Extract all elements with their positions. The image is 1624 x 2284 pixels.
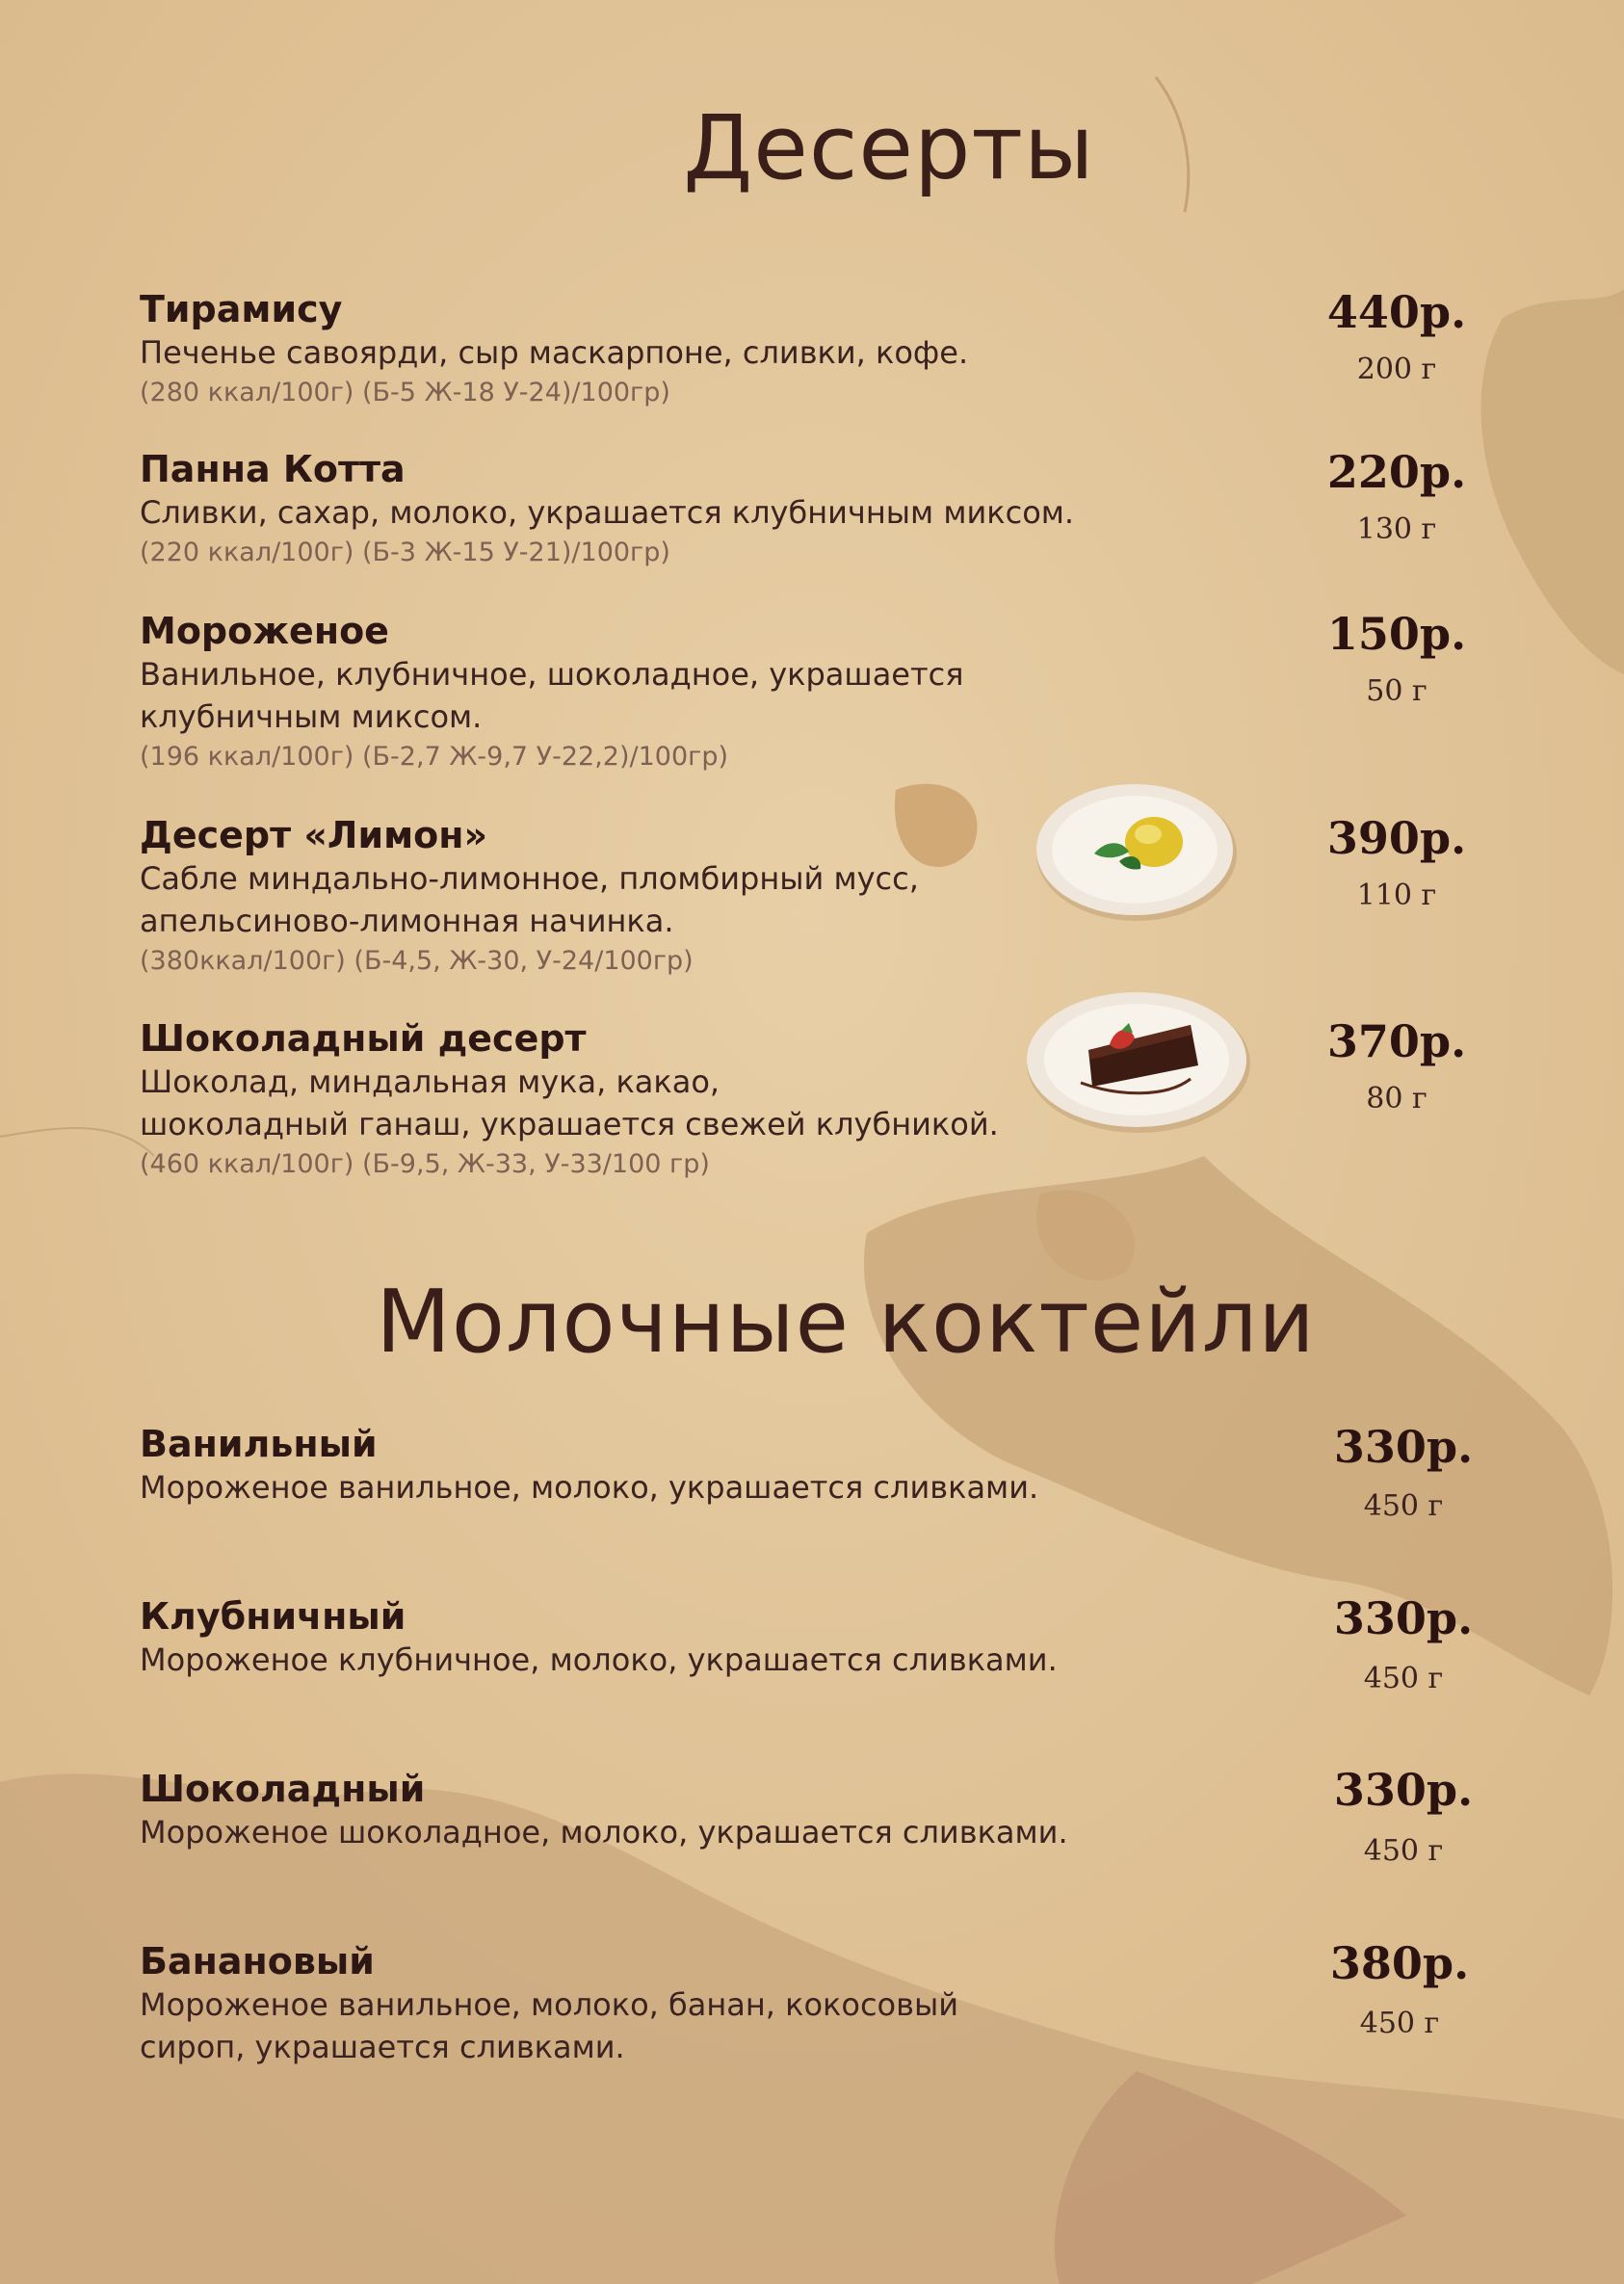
item-description-line: шоколадный ганаш, украшается свежей клубникой.: [140, 1106, 999, 1142]
item-name: Панна Котта: [140, 448, 406, 490]
menu-item-banana-shake: [140, 1939, 1103, 2068]
item-weight: 450 г: [1359, 2007, 1440, 2040]
menu-item-ice-cream: [140, 609, 1103, 776]
item-description-line: апельсиново-лимонная начинка.: [140, 903, 674, 939]
item-name: Десерт «Лимон»: [140, 814, 488, 856]
item-nutrition: (220 ккал/100г) (Б-3 Ж-15 У-21)/100гр): [140, 538, 670, 567]
item-price: 330р.: [1333, 1764, 1474, 1816]
chocolate-dessert-plate-icon: [1021, 983, 1254, 1137]
item-price: 380р.: [1329, 1937, 1470, 1989]
item-weight: 450 г: [1363, 1834, 1444, 1868]
item-name: Ванильный: [140, 1423, 378, 1465]
menu-item-vanilla-shake: [140, 1422, 1103, 1509]
menu-item-lemon-dessert: [140, 813, 1103, 981]
item-weight: 450 г: [1363, 1489, 1444, 1523]
item-name: Мороженое: [140, 610, 389, 652]
item-price: 330р.: [1333, 1592, 1474, 1644]
item-name: Банановый: [140, 1940, 375, 1982]
item-description: Сливки, сахар, молоко, украшается клубничным миксом.: [140, 494, 1075, 531]
item-name: Клубничный: [140, 1595, 406, 1638]
lemon-dessert-plate-icon: [1031, 778, 1243, 923]
item-description: Мороженое ванильное, молоко, украшается сливками.: [140, 1469, 1039, 1506]
item-description-line: Ванильное, клубничное, шоколадное, украшается: [140, 656, 964, 693]
item-name: Шоколадный: [140, 1768, 426, 1810]
item-weight: 50 г: [1366, 674, 1428, 708]
item-description: Мороженое клубничное, молоко, украшается сливками.: [140, 1641, 1058, 1678]
item-nutrition: (380ккал/100г) (Б-4,5, Ж-30, У-24/100гр): [140, 946, 694, 976]
item-nutrition: (460 ккал/100г) (Б-9,5, Ж-33, У-33/100 гр): [140, 1149, 710, 1179]
item-description: Мороженое шоколадное, молоко, украшается сливками.: [140, 1814, 1068, 1851]
item-description-line: Сабле миндально-лимонное, пломбирный мусс,: [140, 860, 919, 897]
item-description-line: Шоколад, миндальная мука, какао,: [140, 1063, 720, 1100]
item-name: Шоколадный десерт: [140, 1017, 587, 1060]
item-price: 330р.: [1333, 1421, 1474, 1473]
menu-item-strawberry-shake: [140, 1594, 1103, 1681]
item-weight: 450 г: [1363, 1662, 1444, 1695]
item-price: 440р.: [1326, 286, 1467, 338]
item-description-line: сироп, украшается сливками.: [140, 2029, 625, 2065]
item-price: 220р.: [1326, 446, 1467, 498]
menu-item-tiramisu: [140, 287, 1103, 412]
item-nutrition: (196 ккал/100г) (Б-2,7 Ж-9,7 У-22,2)/100гр): [140, 742, 729, 772]
item-price: 370р.: [1326, 1015, 1467, 1067]
milkshakes-section-title: Молочные коктейли: [376, 1272, 1316, 1373]
menu-item-chocolate-shake: [140, 1767, 1103, 1853]
item-nutrition: (280 ккал/100г) (Б-5 Ж-18 У-24)/100гр): [140, 378, 670, 407]
item-price: 150р.: [1326, 608, 1467, 660]
menu-item-chocolate-dessert: [140, 1016, 1103, 1184]
desserts-section-title: Десерты: [683, 96, 1095, 199]
item-description: Печенье савоярди, сыр маскарпоне, сливки, кофе.: [140, 334, 969, 371]
item-price: 390р.: [1326, 812, 1467, 864]
item-name: Тирамису: [140, 288, 343, 330]
item-weight: 130 г: [1356, 512, 1437, 546]
item-weight: 200 г: [1356, 353, 1437, 386]
item-weight: 110 г: [1356, 879, 1437, 912]
item-description-line: клубничным миксом.: [140, 698, 483, 735]
menu-item-panna-cotta: [140, 447, 1103, 572]
item-weight: 80 г: [1366, 1082, 1428, 1116]
item-description-line: Мороженое ванильное, молоко, банан, кокосовый: [140, 1986, 959, 2023]
